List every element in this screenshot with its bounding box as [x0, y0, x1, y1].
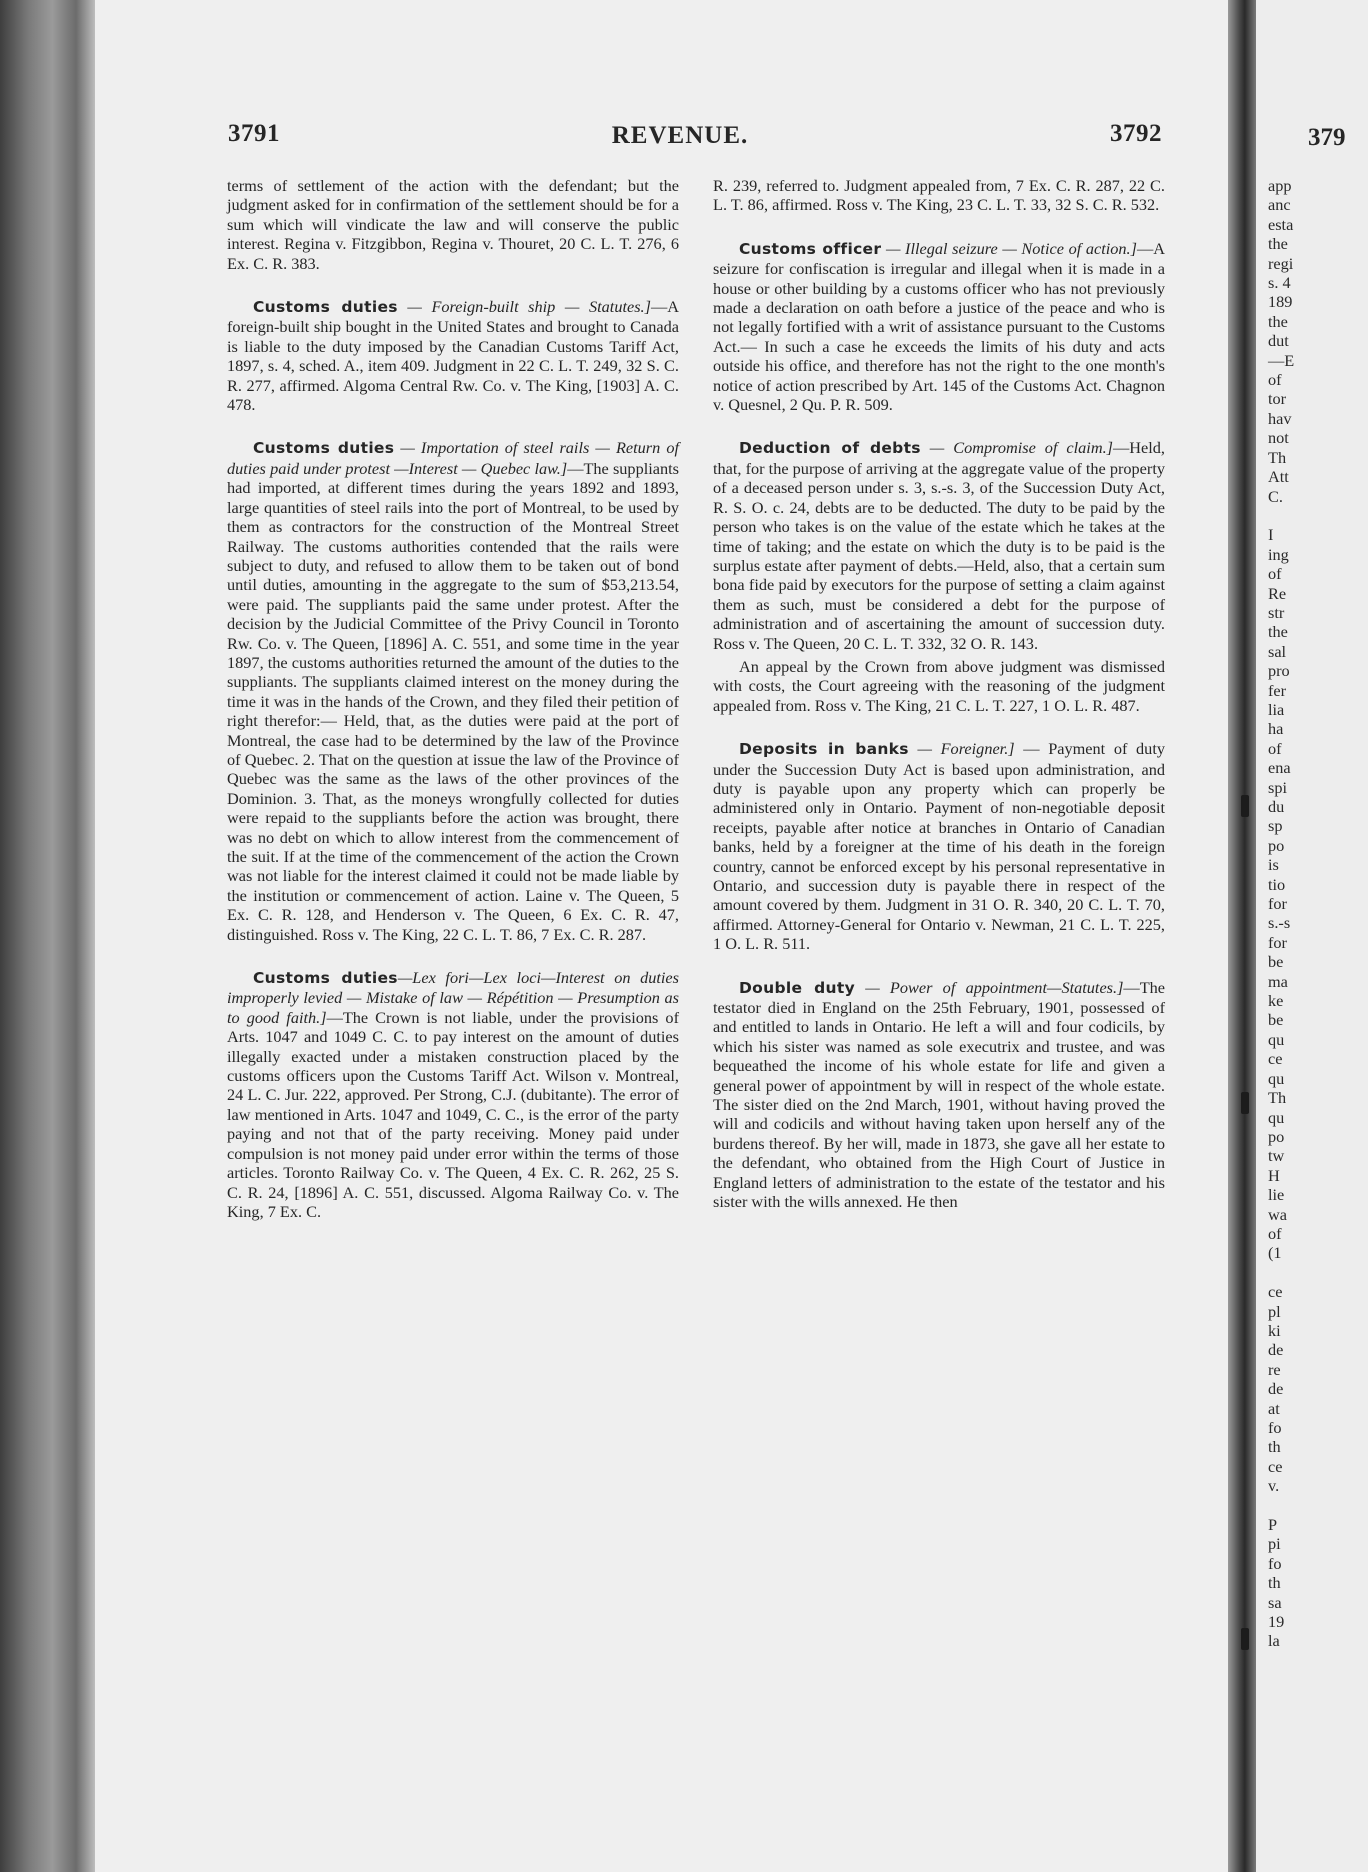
- next-page-line-fragment: 19: [1268, 1612, 1285, 1632]
- entry-subheading: — Importation of steel rails — Return of duties paid under protest —Interest — Quebec law.]: [227, 438, 680, 478]
- next-page-line-fragment: be: [1268, 952, 1284, 972]
- next-page-line-fragment: po: [1268, 1126, 1285, 1146]
- next-page-line-fragment: P: [1268, 1515, 1278, 1535]
- next-page-line-fragment: dut: [1268, 331, 1289, 351]
- next-page-text-fragments: [1268, 176, 1368, 1651]
- entry-heading: Customs officer: [739, 239, 882, 258]
- right-page-number: 3792: [1110, 120, 1162, 147]
- next-page-line-fragment: sa: [1268, 1592, 1282, 1612]
- next-page-line-fragment: str: [1268, 602, 1285, 622]
- entry-body: —The suppliants had imported, at different times during the years 1892 and 1893, large quantities of steel rails into the port of Montreal, to be used by them as contractors for the construction of the Montreal Street Railway. The customs authorities contended that the rails were subject to duty, and refused to allow them to be taken out of bond until duties, amounting in the aggregate to the sum of $53,213.54, were paid. The suppliants paid the same under protest. After the decision by the Judicial Committee of the Privy Council in Toronto Rw. Co. v. The Queen, [1896] A. C. 551, and some time in the year 1897, the customs authorities returned the amount of the duties to the suppliants. The suppliants claimed interest on the money during the time it was in the hands of the Crown, and they filed their petition of right therefor:— Held, that, as the duties were paid at the port of Montreal, the case had to be determined by the law of the Province of Quebec. 2. That on the question at issue the law of the Province of Quebec was the same as the laws of the other provinces of the Dominion. 3. That, as the moneys wrongfully collected for duties were repaid to the suppliants before the action was brought, there was no debt on which to allow interest from the commencement of the suit. If at the time of the commencement of the action the Crown was not liable for the interest claimed it could not be made liable by the institution or commencement of action. Laine v. The Queen, 5 Ex. C. R. 128, and Henderson v. The Queen, 6 Ex. C. R. 47, distinguished. Ross v. The King, 22 C. L. T. 86, 7 Ex. C. R. 287.: [227, 458, 679, 944]
- entry-heading: Deposits in banks: [739, 740, 909, 759]
- continued-entry: R. 239, referred to. Judgment appealed from, 7 Ex. C. R. 287, 22 C. L. T. 86, affirmed. Ross v. The King, 23 C. L. T. 33, 32 S. C. R. 532.: [713, 176, 1165, 215]
- entry-body: —Held, that, for the purpose of arriving at the aggregate value of the property of a deceased person under s. 3, s.-s. 3, of the Succession Duty Act, R. S. O. c. 24, debts are to be deducted. The duty to be paid by the person who takes is on the value of the estate which he takes at the time of taking; and the estate on which the duty is to be paid is the surplus estate after payment of debts.—Held, also, that a certain sum bona fide paid by executors for the purpose of setting a claim against them as such, must be considered a debt for the purpose of administration and of ascertaining the amount of succession duty. Ross v. The Queen, 20 C. L. T. 332, 32 O. R. 143.: [713, 438, 1165, 653]
- next-page-line-fragment: is: [1268, 855, 1279, 875]
- next-page-line-fragment: tw: [1268, 1146, 1285, 1166]
- next-page-line-fragment: for: [1268, 932, 1287, 952]
- next-page-line-fragment: Re: [1268, 583, 1287, 603]
- next-page-line-fragment: la: [1268, 1631, 1280, 1651]
- binding-mark: [1241, 1628, 1249, 1650]
- next-page-line-fragment: (1: [1268, 1243, 1282, 1263]
- next-page-line-fragment: de: [1268, 1340, 1284, 1360]
- next-page-line-fragment: qu: [1268, 1107, 1285, 1127]
- entry-body: An appeal by the Crown from above judgment was dismissed with costs, the Court agreeing with the reasoning of the judgment appealed from. Ross v. The King, 21 C. L. T. 227, 1 O. L. R. 487.: [713, 656, 1165, 715]
- next-page-line-fragment: v.: [1268, 1476, 1280, 1496]
- entry-subheading: — Illegal seizure — Notice of action.]: [881, 238, 1137, 258]
- entry-subheading: — Power of appointment—Statutes.]: [854, 977, 1124, 997]
- next-page-line-fragment: th: [1268, 1437, 1281, 1457]
- next-page-number-fragment: 379: [1308, 124, 1346, 151]
- next-page-line-fragment: spi: [1268, 777, 1288, 797]
- entry-body: —A seizure for confiscation is irregular and illegal when it is made in a house or other building by a customs officer who has not previously made a declaration on oath before a justice of the peace and who is not legally fortified with a writ of assistance pursuant to the Customs Act.— In such a case he exceeds the limits of his duty and acts outside his office, and therefore has not the right to the one month's notice of action prescribed by Art. 145 of the Customs Act. Chagnon v. Quesnel, 2 Qu. P. R. 509.: [713, 238, 1166, 415]
- next-page-line-fragment: —E: [1268, 350, 1295, 370]
- next-page-line-fragment: Th: [1268, 1088, 1287, 1108]
- digest-entry: [227, 968, 679, 1221]
- binding-mark: [1241, 795, 1249, 817]
- next-page-line-fragment: of: [1268, 1223, 1282, 1243]
- left-page-number: 3791: [228, 120, 280, 147]
- entry-subheading: — Foreign-built ship — Statutes.]: [397, 297, 651, 317]
- next-page-line-fragment: tor: [1268, 389, 1287, 409]
- next-page-line-fragment: app: [1268, 176, 1292, 195]
- next-page-line-fragment: the: [1268, 311, 1288, 331]
- entry-heading: Customs duties: [253, 969, 398, 988]
- next-page-line-fragment: qu: [1268, 1068, 1285, 1088]
- next-page-line-fragment: ma: [1268, 971, 1288, 991]
- next-page-line-fragment: the: [1268, 234, 1288, 254]
- next-page-line-fragment: wa: [1268, 1204, 1287, 1224]
- next-page-line-fragment: at: [1268, 1398, 1280, 1418]
- next-page-line-fragment: fo: [1268, 1418, 1282, 1437]
- digest-entry: [713, 739, 1165, 953]
- entry-body: —The testator died in England on the 25th February, 1901, possessed of and entitled to lands in Ontario. He left a will and four codicils, by which his sister was named as sole executrix and trustee, and was bequeathed the income of his whole estate for life and given a general power of appointment by will in respect of the whole estate. The sister died on the 2nd March, 1901, without having proved the will and codicils and without having taken upon herself any of the burdens thereof. By her will, made in 1873, she gave all her estate to the defendant, who obtained from the High Court of Justice in England letters of administration to the estate of the testator and his sister with the wills annexed. He then: [713, 977, 1166, 1212]
- digest-entry: [713, 438, 1165, 652]
- continued-entry: terms of settlement of the action with the defendant; but the judgment asked for in confirmation of the settlement should be for a sum which will vindicate the law and will conserve the public interest. Regina v. Fitzgibbon, Regina v. Thouret, 20 C. L. T. 276, 6 Ex. C. R. 383.: [227, 176, 679, 273]
- next-page-line-fragment: [1268, 1263, 1368, 1282]
- digest-entry: [713, 978, 1165, 1212]
- right-column: [713, 176, 1165, 1236]
- next-page-line-fragment: re: [1268, 1359, 1281, 1379]
- next-page-line-fragment: ce: [1268, 1456, 1283, 1476]
- next-page-line-fragment: lie: [1268, 1185, 1285, 1205]
- entry-heading: Double duty: [739, 978, 855, 997]
- next-page-line-fragment: ke: [1268, 991, 1284, 1011]
- next-page-line-fragment: not: [1268, 428, 1289, 448]
- entry-subheading: — Foreigner.]: [908, 739, 1015, 759]
- book-page-edges: [0, 0, 95, 1872]
- next-page-line-fragment: fer: [1268, 680, 1287, 700]
- next-page-line-fragment: pi: [1268, 1534, 1281, 1554]
- next-page-line-fragment: of: [1268, 738, 1282, 758]
- next-page-line-fragment: th: [1268, 1573, 1281, 1593]
- digest-entry-continuation: [713, 657, 1165, 715]
- next-page-line-fragment: ing: [1268, 544, 1289, 564]
- next-page-line-fragment: ce: [1268, 1282, 1283, 1302]
- digest-entry: [713, 239, 1165, 415]
- next-page-line-fragment: fo: [1268, 1553, 1282, 1573]
- entry-heading: Customs duties: [253, 439, 395, 458]
- next-page-line-fragment: H: [1268, 1165, 1280, 1185]
- next-page-line-fragment: of: [1268, 564, 1282, 584]
- next-page-line-fragment: for: [1268, 894, 1287, 914]
- entry-body: —A foreign-built ship bought in the United States and brought to Canada is liable to the duty imposed by the Canadian Customs Tariff Act, 1897, s. 4, sched. A., item 409. Judgment in 22 C. L. T. 249, 32 S. C. R. 277, affirmed. Algoma Central Rw. Co. v. The King, [1903] A. C. 478.: [227, 297, 680, 415]
- next-page-line-fragment: of: [1268, 370, 1282, 390]
- next-page-line-fragment: lia: [1268, 699, 1285, 719]
- digest-entry: [227, 297, 679, 414]
- next-page-line-fragment: de: [1268, 1379, 1284, 1399]
- next-page-line-fragment: esta: [1268, 214, 1294, 234]
- next-page-line-fragment: [1268, 506, 1368, 525]
- entry-body: — Payment of duty under the Succession Duty Act is based upon administration, and duty is payable upon any property which can properly be administered only in Ontario. Payment of non-negotiable deposit receipts, payable after notice at branches in Ontario of Canadian banks, held by a foreigner at the time of his death in the foreign country, cannot be enforced except by his personal representative in Ontario, and succession duty is payable there in respect of the amount covered by them. Judgment in 31 O. R. 340, 20 C. L. T. 70, affirmed. Attorney-General for Ontario v. Newman, 21 C. L. T. 225, 1 O. L. R. 511.: [713, 739, 1165, 954]
- next-page-line-fragment: ki: [1268, 1320, 1281, 1340]
- next-page-line-fragment: tio: [1268, 874, 1286, 894]
- next-page-line-fragment: ha: [1268, 719, 1284, 739]
- entry-heading: Customs duties: [253, 298, 398, 317]
- next-page-line-fragment: hav: [1268, 408, 1292, 428]
- next-page-line-fragment: be: [1268, 1010, 1284, 1030]
- binding-mark: [1241, 1092, 1249, 1114]
- entry-heading: Deduction of debts: [739, 439, 921, 458]
- next-page-line-fragment: pro: [1268, 661, 1290, 681]
- next-page-line-fragment: the: [1268, 622, 1288, 642]
- next-page-line-fragment: po: [1268, 835, 1285, 855]
- running-head: REVENUE.: [611, 122, 749, 149]
- book-gutter: [1228, 0, 1256, 1872]
- next-page-line-fragment: I: [1268, 525, 1274, 545]
- next-page-line-fragment: 189: [1268, 292, 1293, 312]
- left-column: [227, 176, 679, 1245]
- next-page-line-fragment: qu: [1268, 1029, 1285, 1049]
- next-page-line-fragment: regi: [1268, 253, 1294, 273]
- entry-body: —The Crown is not liable, under the provisions of Arts. 1047 and 1049 C. C. to pay interest on the amount of duties illegally exacted under a mistaken construction placed by the customs officers upon the Customs Tariff Act. Wilson v. Montreal, 24 L. C. Jur. 222, approved. Per Strong, C.J. (dubitante). The error of law mentioned in Arts. 1047 and 1049, C. C., is the error of the party paying and not that of the party receiving. Money paid under compulsion is not money paid under error within the terms of those articles. Toronto Railway Co. v. The Queen, 4 Ex. C. R. 262, 25 S. C. R. 24, [1896] A. C. 551, discussed. Algoma Railway Co. v. The King, 7 Ex. C.: [227, 1007, 679, 1221]
- next-page-line-fragment: ena: [1268, 758, 1291, 778]
- next-page-line-fragment: sp: [1268, 816, 1283, 836]
- next-page-line-fragment: sal: [1268, 641, 1287, 661]
- next-page-line-fragment: Th: [1268, 447, 1287, 467]
- entry-subheading: — Compromise of claim.]: [920, 438, 1113, 458]
- next-page-line-fragment: s. 4: [1268, 273, 1291, 293]
- digest-entry: [227, 438, 679, 944]
- next-page-line-fragment: Att: [1268, 467, 1289, 487]
- next-page-line-fragment: pl: [1268, 1301, 1281, 1321]
- next-page-line-fragment: du: [1268, 797, 1285, 816]
- next-page-line-fragment: [1268, 1496, 1368, 1515]
- entry-subheading: —Lex fori—Lex loci—Interest on duties improperly levied — Mistake of law — Répétition — Presumption as to good faith.]: [227, 968, 679, 1027]
- next-page-line-fragment: C.: [1268, 486, 1283, 506]
- next-page-line-fragment: s.-s: [1268, 913, 1291, 933]
- next-page-line-fragment: ce: [1268, 1049, 1283, 1069]
- next-page-line-fragment: anc: [1268, 195, 1291, 215]
